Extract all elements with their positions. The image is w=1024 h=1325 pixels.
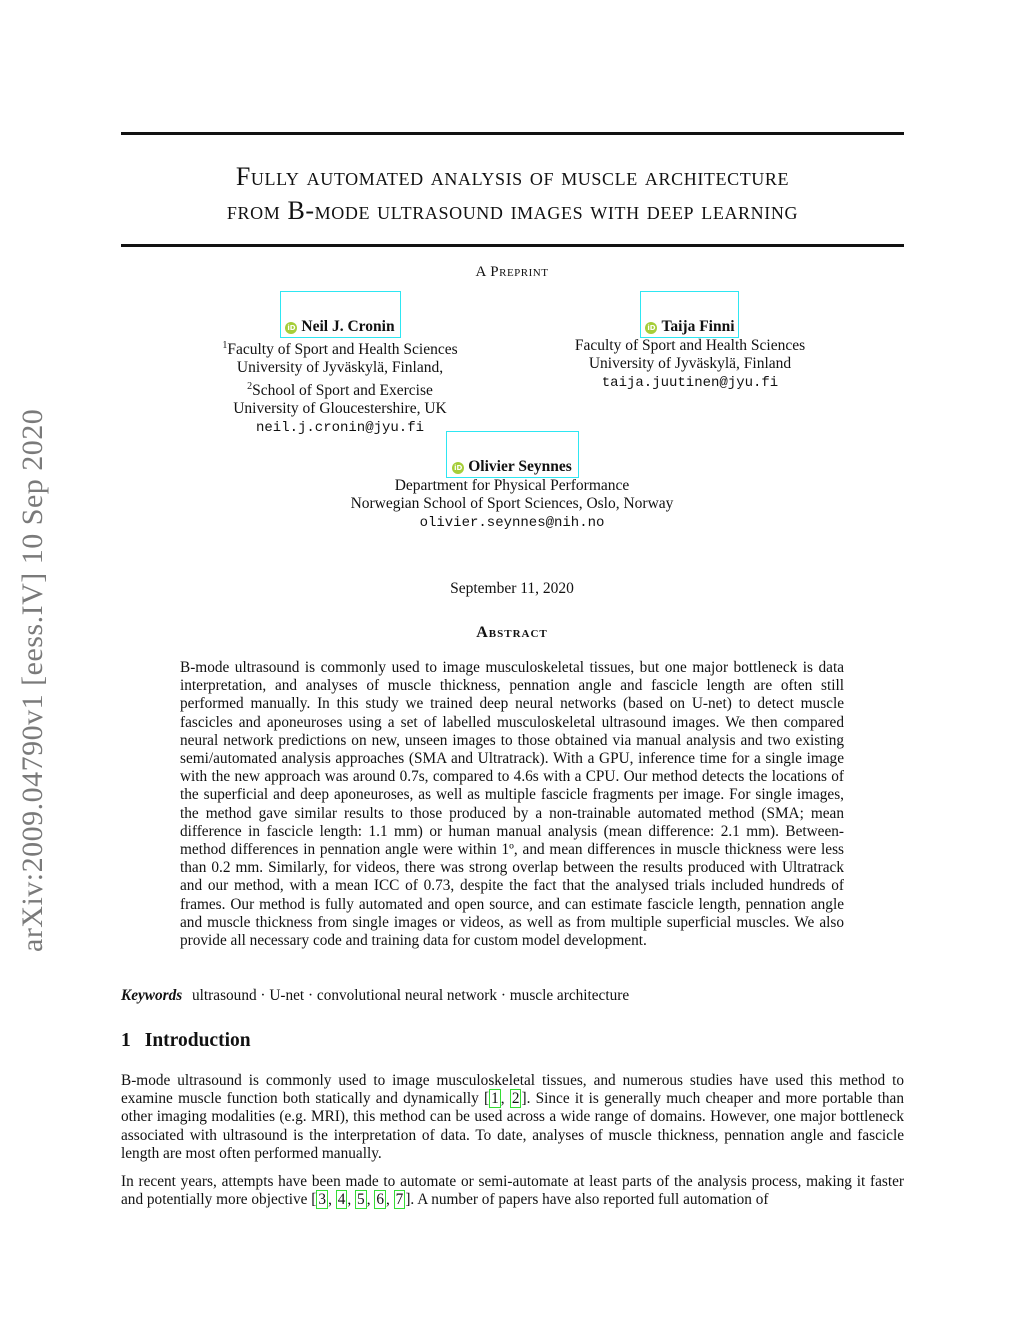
publication-date: September 11, 2020 [450, 580, 574, 597]
affiliation-line: $^2$School of Sport and Exercise [247, 380, 433, 399]
author-email[interactable]: taija.juutinen@jyu.fi [601, 374, 779, 391]
section-heading-introduction [121, 1030, 251, 1052]
affiliation-line: $^1$Faculty of Sport and Health Sciences [222, 339, 458, 358]
orcid-link-box-finni[interactable] [640, 291, 739, 338]
author-name: Taija Finni [661, 318, 735, 335]
abstract-heading: Abstract [476, 624, 548, 641]
title-line-1: Fully automated analysis of muscle architecture [235, 162, 790, 191]
orcid-link-box-seynnes[interactable] [446, 431, 579, 478]
citation-link[interactable]: 5 [357, 1191, 365, 1209]
keywords-list: ultrasound · U-net · convolutional neural network · muscle architecture [192, 987, 630, 1004]
title-rule-top [121, 132, 904, 135]
citation-link[interactable]: 4 [337, 1191, 346, 1209]
citation-link[interactable]: 6 [376, 1191, 384, 1209]
author-email[interactable]: neil.j.cronin@jyu.fi [255, 419, 425, 436]
intro-paragraph-1: B-mode ultrasound is commonly used to image musculoskeletal tissues, and numerous studies have used this method to examine muscle function both statically and dynamically [ 1 , 2 ]. Since it is generally much cheaper and more portable than other imaging modalities (e.g. MRI), this method can be used across a wide range of domains. However, one major bottleneck associated with ultrasound is the interpretation of data. To date, analyses of muscle thickness, pennation angle and fascicle length are most often performed manually. [121, 1072, 904, 1162]
abstract-text: B-mode ultrasound is commonly used to image musculoskeletal tissues, but one major bottleneck is data interpretation, and analyses of muscle thickness, pennation angle and fascicle length are often still performed manually. In this study we trained deep neural networks (based on U-net) to detect muscle fascicles and aponeuroses using a set of labelled musculoskeletal ultrasound images. We then compared neural network predictions on new, unseen images to those obtained via manual analysis and two existing semi/automated analysis approaches (SMA and Ultratrack). With a GPU, inference time for a single image with the new approach was around 0.7s, compared to 4.6s with a CPU. Our method detects the locations of the superficial and deep aponeuroses, as well as multiple fascicle fragments per image. For single images, the method gave similar results to those produced by a non-trainable automated method (SMA; mean difference in fascicle length: 1.1 mm) or human manual analysis (mean difference: 2.1 mm). Between-method differences in pennation angle were within 1º, and mean differences in muscle thickness were less than 0.2 mm. Similarly, for videos, there was strong overlap between the results produced with Ultratrack and our method, with a mean ICC of 0.73, despite the fact that the analysed trials included hundreds of frames. Our method is fully automated and open source, and can estimate fascicle length, pennation angle and muscle thickness from single images or videos, as well as from multiple superficial muscles. We also provide all necessary code and training data for custom model development. [180, 659, 844, 950]
paper-title [121, 160, 904, 228]
citation-link[interactable]: 1 [491, 1090, 499, 1108]
arxiv-identifier[interactable]: arXiv:2009.04790v1 [eess.IV] 10 Sep 2020 [16, 408, 49, 952]
affiliation-line: Department for Physical Performance [394, 476, 630, 494]
orcid-icon[interactable]: iD [647, 324, 656, 332]
author-email[interactable]: olivier.seynnes@nih.no [419, 514, 605, 531]
citation-link[interactable]: 2 [511, 1090, 520, 1108]
affiliation-line: Faculty of Sport and Health Sciences [574, 336, 806, 354]
intro-paragraph-2: In recent years, attempts have been made to automate or semi-automate at least parts of the analysis process, making it faster and potentially more objective [ 3 , 4 , 5 , 6 , 7 ]. A number of papers have also reported full automation of [121, 1173, 904, 1209]
keywords-label: Keywords [121, 987, 183, 1004]
citation-link[interactable]: 3 [318, 1191, 327, 1209]
affiliation-line: University of Gloucestershire, UK [233, 400, 447, 418]
affiliation-mark: 2 [247, 380, 253, 392]
affiliation-line: University of Jyväskylä, Finland [588, 355, 792, 372]
citation-link[interactable]: 7 [395, 1191, 404, 1209]
section-number: 1 [121, 1030, 131, 1051]
title-line-2: from B-mode ultrasound images with deep learning [226, 196, 799, 225]
title-rule-bottom [121, 244, 904, 247]
orcid-icon[interactable]: iD [287, 324, 296, 332]
affiliation-line: Norwegian School of Sport Sciences, Oslo, Norway [350, 495, 674, 512]
author-name: Olivier Seynnes [468, 458, 572, 475]
section-title: Introduction [144, 1030, 251, 1051]
keywords [121, 987, 904, 1005]
author-name: Neil J. Cronin [301, 318, 395, 335]
affiliation-mark: 1 [222, 339, 228, 351]
affiliation-line: University of Jyväskylä, Finland, [236, 359, 444, 377]
orcid-icon[interactable]: iD [454, 464, 463, 472]
preprint-label: A Preprint [475, 264, 549, 280]
orcid-link-box-cronin[interactable] [280, 291, 401, 338]
